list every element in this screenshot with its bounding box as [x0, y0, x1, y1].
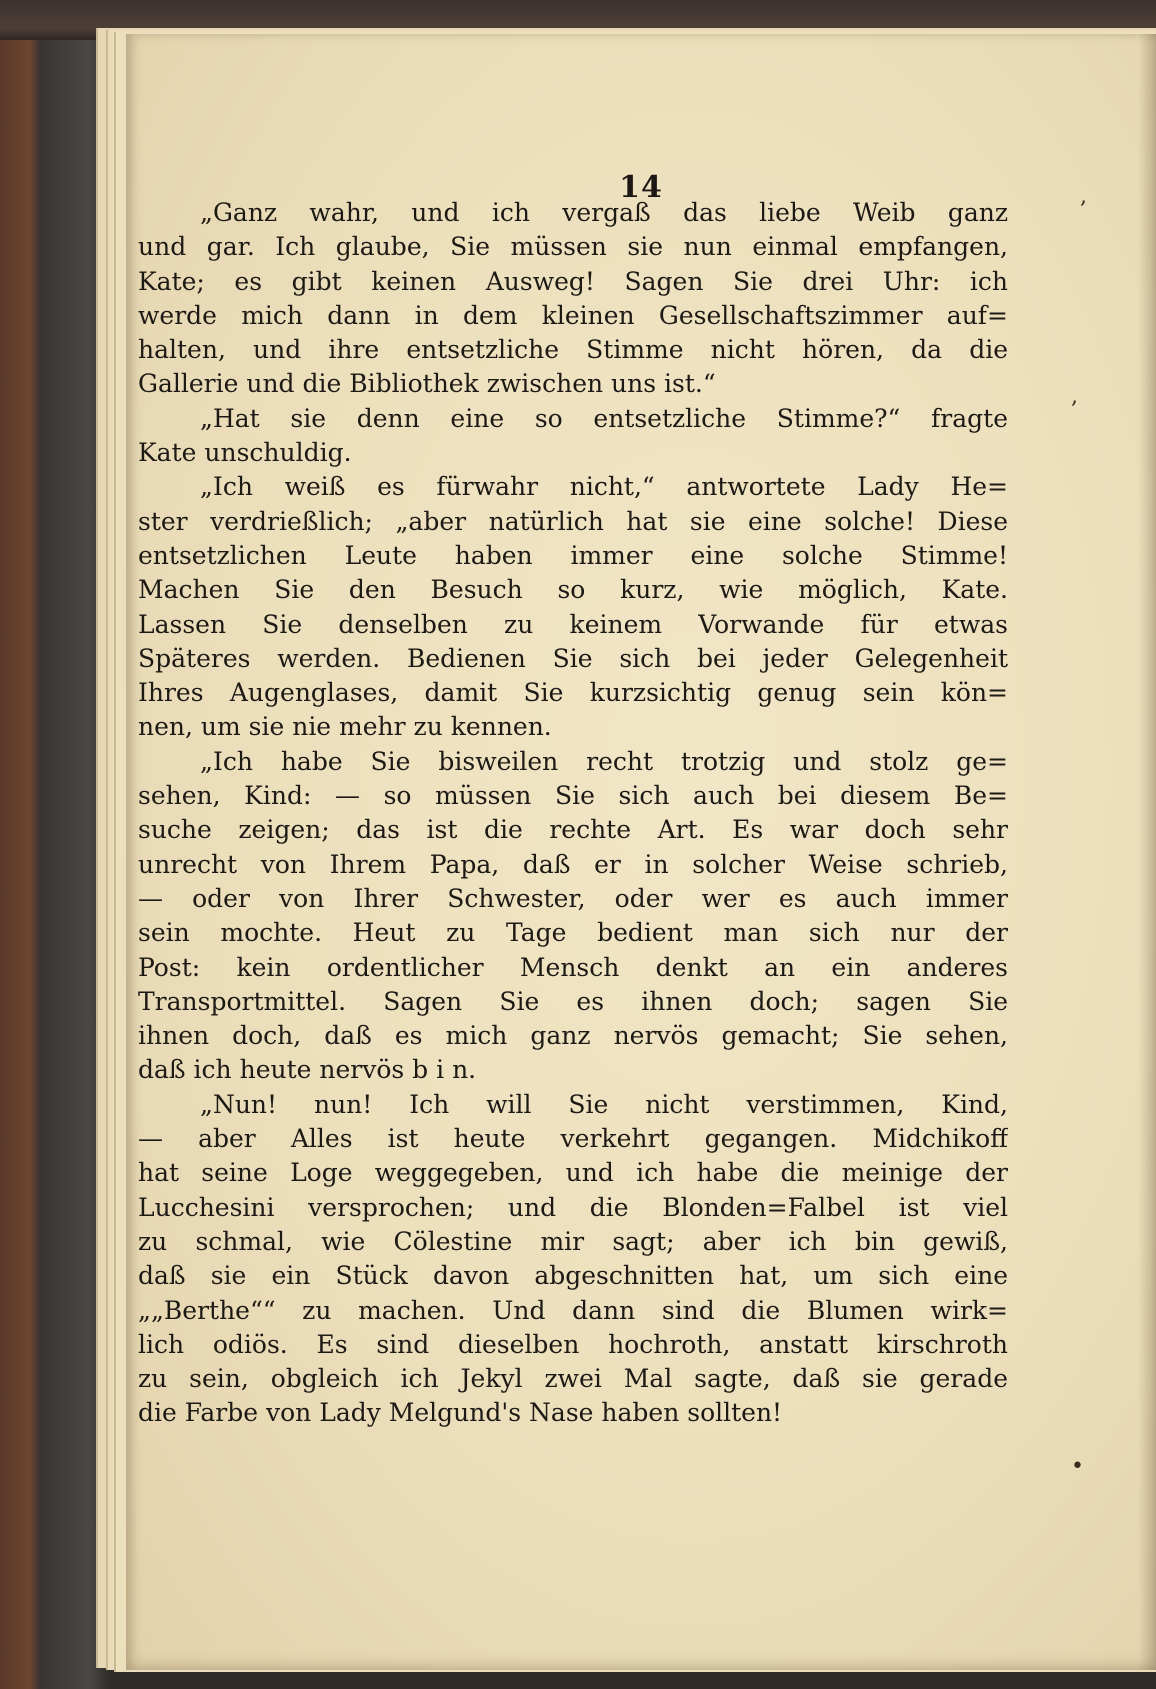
text-line: zu sein, obgleich ich Jekyl zwei Mal sagte, daß sie gerade — [138, 1364, 1008, 1394]
text-line: suche zeigen; das ist die rechte Art. Es war doch sehr — [138, 815, 1008, 845]
text-line: Transportmittel. Sagen Sie es ihnen doch; sagen Sie — [138, 986, 1008, 1016]
text-line: „Ganz wahr, und ich vergaß das liebe Weib ganz — [200, 198, 1008, 227]
text-line: zu schmal, wie Cölestine mir sagt; aber ich bin gewiß, — [138, 1226, 1008, 1256]
text-line: die Farbe von Lady Melgund's Nase haben sollten! — [138, 1398, 783, 1428]
text-line: Kate; es gibt keinen Ausweg! Sagen Sie drei Uhr: ich — [138, 266, 1008, 296]
text-line: ihnen doch, daß es mich ganz nervös gemacht; Sie sehen, — [138, 1021, 1008, 1051]
text-line: Machen Sie den Besuch so kurz, wie möglich, Kate. — [138, 575, 1008, 605]
text-line: Lucchesini versprochen; und die Blonden=Falbel ist viel — [138, 1192, 1008, 1222]
margin-mark: , — [1071, 384, 1078, 409]
margin-mark: • — [1071, 1454, 1084, 1479]
page-number: 14 — [619, 170, 663, 205]
text-line: hat seine Loge weggegeben, und ich habe die meinige der — [138, 1158, 1008, 1188]
text-line: Kate unschuldig. — [138, 438, 352, 468]
text-line: „„Berthe““ zu machen. Und dann sind die Blumen wirk= — [138, 1295, 1008, 1325]
page-shadow — [1138, 34, 1156, 1670]
text-line: nen, um sie nie mehr zu kennen. — [138, 712, 552, 742]
text-line: werde mich dann in dem kleinen Gesellschaftszimmer auf= — [138, 300, 1008, 330]
text-line: Gallerie und die Bibliothek zwischen uns ist.“ — [138, 369, 716, 399]
text-line: halten, und ihre entsetzliche Stimme nicht hören, da die — [138, 335, 1008, 365]
text-line: — oder von Ihrer Schwester, oder wer es auch immer — [138, 883, 1008, 913]
text-line: daß sie ein Stück davon abgeschnitten hat, um sich eine — [138, 1261, 1008, 1291]
text-line: entsetzlichen Leute haben immer eine solche Stimme! — [138, 540, 1008, 570]
text-line: „Ich habe Sie bisweilen recht trotzig und stolz ge= — [200, 746, 1008, 776]
body-text — [138, 196, 1008, 1431]
text-line: unrecht von Ihrem Papa, daß er in solcher Weise schrieb, — [138, 849, 1008, 879]
text-line: „Ich weiß es fürwahr nicht,“ antwortete Lady He= — [200, 472, 1008, 502]
text-line: daß ich heute nervös b i n. — [138, 1055, 477, 1085]
text-line: sein mochte. Heut zu Tage bedient man sich nur der — [138, 918, 1008, 948]
text-line: und gar. Ich glaube, Sie müssen sie nun einmal empfangen, — [138, 232, 1008, 262]
text-line: lich odiös. Es sind dieselben hochroth, anstatt kirschroth — [138, 1329, 1008, 1359]
text-line: Post: kein ordentlicher Mensch denkt an ein anderes — [138, 952, 1008, 982]
text-line: Lassen Sie denselben zu keinem Vorwande für etwas — [138, 609, 1008, 639]
text-line: Späteres werden. Bedienen Sie sich bei jeder Gelegenheit — [138, 643, 1008, 673]
text-line: „Hat sie denn eine so entsetzliche Stimme?“ fragte — [200, 403, 1008, 433]
text-line: „Nun! nun! Ich will Sie nicht verstimmen, Kind, — [200, 1089, 1008, 1119]
margin-mark: , — [1080, 184, 1087, 209]
text-line: — aber Alles ist heute verkehrt gegangen. Midchikoff — [138, 1124, 1008, 1154]
text-line: Ihres Augenglases, damit Sie kurzsichtig genug sein kön= — [138, 678, 1008, 708]
text-line: sehen, Kind: — so müssen Sie sich auch bei diesem Be= — [138, 781, 1008, 811]
text-line: ster verdrießlich; „aber natürlich hat sie eine solche! Diese — [138, 506, 1008, 536]
